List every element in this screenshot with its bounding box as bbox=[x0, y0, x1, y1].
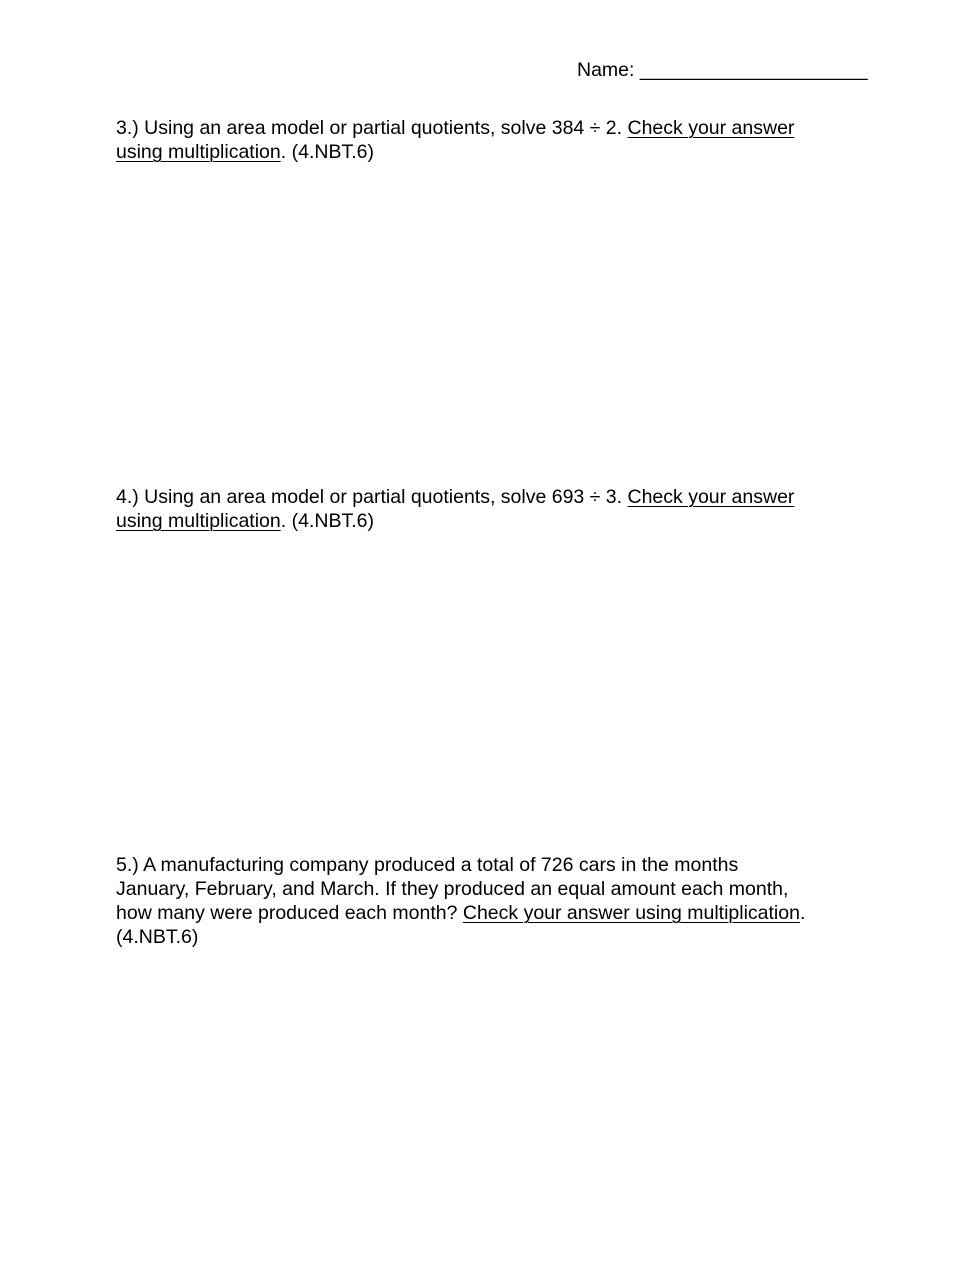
name-label: Name: bbox=[577, 59, 635, 81]
question-line bbox=[116, 509, 861, 533]
standard-code: . (4.NBT.6) bbox=[280, 510, 374, 532]
question-line bbox=[116, 901, 861, 925]
standard-code: (4.NBT.6) bbox=[116, 926, 199, 948]
question-3 bbox=[116, 116, 861, 164]
question-line bbox=[116, 485, 861, 509]
question-5 bbox=[116, 853, 861, 949]
underlined-instruction: Check your answer bbox=[627, 486, 795, 508]
underlined-instruction: Check your answer bbox=[627, 117, 795, 139]
question-line bbox=[116, 116, 861, 140]
question-text: January, February, and March. If they produced an equal amount each month, bbox=[116, 878, 789, 900]
question-line bbox=[116, 853, 861, 877]
question-text: 3.) Using an area model or partial quotients, solve 384 ÷ 2. bbox=[116, 117, 628, 139]
question-line bbox=[116, 877, 861, 901]
standard-code: . (4.NBT.6) bbox=[280, 141, 374, 163]
question-text: 4.) Using an area model or partial quotients, solve 693 ÷ 3. bbox=[116, 486, 628, 508]
name-blank[interactable]: _____________________ bbox=[639, 59, 868, 81]
question-text: how many were produced each month? bbox=[116, 902, 463, 924]
question-line bbox=[116, 925, 861, 949]
question-text: 5.) A manufacturing company produced a total of 726 cars in the months bbox=[116, 854, 739, 876]
underlined-instruction: using multiplication bbox=[116, 510, 281, 532]
underlined-instruction: Check your answer using multiplication bbox=[462, 902, 800, 924]
name-field[interactable] bbox=[577, 58, 868, 82]
question-line bbox=[116, 140, 861, 164]
question-text-after: . bbox=[799, 902, 806, 924]
underlined-instruction: using multiplication bbox=[116, 141, 281, 163]
question-4 bbox=[116, 485, 861, 533]
